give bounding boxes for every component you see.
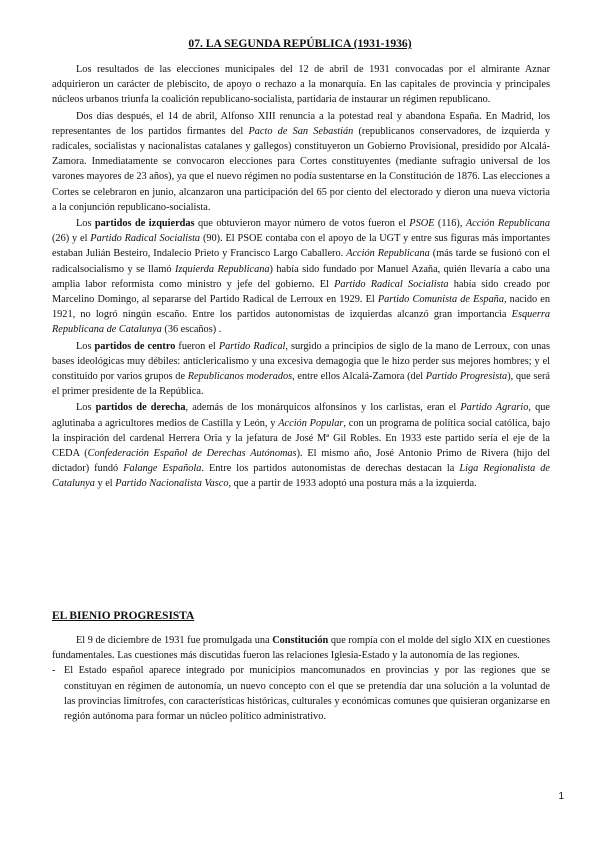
document-body bbox=[52, 62, 550, 492]
bullet-text: El Estado español aparece integrado por municipios mancomunados en provincias y por las regiones que se constituyan en régimen de autonomía, un nuevo concepto con el que se pretendía dar una solución a la voluntad de las provincias limítrofes, con características históricas, culturales y económicas comunes que quisieran organizarse en región autónoma para formar un núcleo político administrativo. bbox=[64, 665, 550, 723]
section-body bbox=[52, 633, 550, 724]
paragraph-provisional-government: Dos días después, el 14 de abril, Alfonso XIII renuncia a la potestad real y abandona España. En Madrid, los representantes de los partidos firmantes del Pacto de San Sebastián (republicanos conservadores, de izquierda y radicales, socialistas y nacionalistas catalanes y gallegos) constituyeron un Gobierno Provisional, presidido por Alcalá-Zamora. Inmediatamente se convocaron elecciones para Cortes constituyentes (mediante sufragio universal de los varones mayores de 23 años), ya que el nuevo régimen no podía sustentarse en la Constitución de 1876. Las elecciones a Cortes se celebraron en junio, alcanzaron una participación del 65 por ciento del electorado y dieron una nueva victoria a la conjunción republicano-socialista. bbox=[52, 110, 550, 213]
paragraph-center-parties: Los partidos de centro fueron el Partido Radical, surgido a principios de siglo de la mano de Lerroux, con unas bases ideológicas muy débiles: anticlericalismo y una excesiva demagogia que le hizo perder sus mejores hombres; y el constituido por varios grupos de Republicanos moderados, entre ellos Alcalá-Zamora (del Partido Progresista), que será el primer presidente de la República. bbox=[52, 340, 550, 398]
paragraph-elections: Los resultados de las elecciones municipales del 12 de abril de 1931 convocadas por el almirante Aznar adquirieron un carácter de plebiscito, de apoyo o rechazo a la monarquía. En las capitales de provincia y principales núcleos urbanos triunfa la coalición republicano-socialista, partidaria de instaurar un régimen republicano. bbox=[52, 64, 550, 106]
bullet-list bbox=[52, 663, 550, 724]
list-item bbox=[52, 663, 550, 724]
paragraph-left-parties: Los partidos de izquierdas que obtuvieron mayor número de votos fueron el PSOE (116), Acción Republicana (26) y el Partido Radical Socialista (90). El PSOE contaba con el apoyo de la UGT y entre sus figuras más importantes estaban Julián Besteiro, Indalecio Prieto y Francisco Largo Caballero. Acción Republicana (más tarde se fusionó con el radicalsocialismo y se llamó Izquierda Republicana) había sido fundado por Manuel Azaña, quién llevaría a cabo una amplia labor reformista como ministro y jefe del gobierno. El Partido Radical Socialista había sido creado por Marcelino Domingo, al separarse del Partido Radical de Lerroux en 1929. El Partido Comunista de España, nacido en 1921, no logró ningún escaño. Entre los partidos autonomistas de izquierdas alcanzó gran importancia Esquerra Republicana de Catalunya (36 escaños) . bbox=[52, 218, 550, 336]
bullet-marker: - bbox=[52, 665, 56, 677]
paragraph-right-parties: Los partidos de derecha, además de los monárquicos alfonsinos y los carlistas, eran el Partido Agrario, que aglutinaba a agricultores medios de Castilla y León, y Acción Popular, con un programa de política social católica, bajo la inspiración del cardenal Herrera Oria y la jefatura de José Mª Gil Robles. En 1933 este partido sería el eje de la CEDA (Confederación Español de Derechas Autónomas). El mismo año, José Antonio Primo de Rivera (hijo del dictador) fundó Falange Española. Entre los partidos autonomistas de derechas destacan la Liga Regionalista de Catalunya y el Partido Nacionalista Vasco, que a partir de 1933 adoptó una postura más a la izquierda. bbox=[52, 402, 551, 490]
paragraph-constitution: El 9 de diciembre de 1931 fue promulgada una Constitución que rompía con el molde del siglo XIX en cuestiones fundamentales. Las cuestiones más discutidas fueron las relaciones Iglesia-Estado y la autonomía de las regiones. bbox=[52, 635, 550, 662]
page-number: 1 bbox=[558, 791, 564, 802]
document-title: 07. LA SEGUNDA REPÚBLICA (1931-1936) bbox=[188, 37, 412, 50]
section-title-bienio: EL BIENIO PROGRESISTA bbox=[52, 610, 195, 622]
